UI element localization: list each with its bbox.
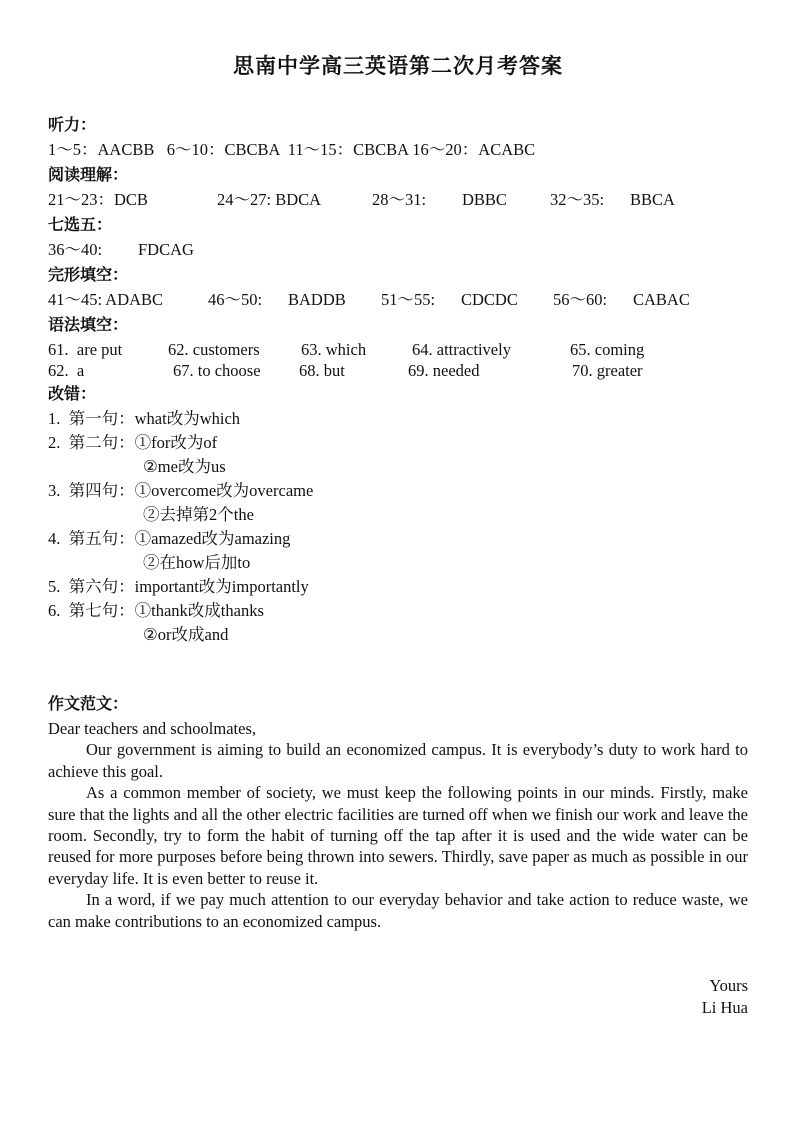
grammar-answer: 61. are put	[48, 340, 123, 359]
grammar-answer: 68. but	[299, 361, 345, 380]
reading-answer: 21～23：DCB	[48, 190, 148, 209]
essay-paragraph: Our government is aiming to build an economized campus. It is everybody’s duty to work hard to achieve this goal.	[48, 740, 748, 781]
correction-line: 5. 第六句：important改为importantly	[48, 577, 309, 596]
grammar-answer: 65. coming	[570, 340, 645, 359]
grammar-answer: 70. greater	[572, 361, 643, 380]
grammar-answer: 69. needed	[408, 361, 480, 380]
grammar-answer: 67. to choose	[173, 361, 261, 380]
cloze-answer: 41～45: ADABC	[48, 290, 164, 309]
seven-five-answer: 36～40:	[48, 240, 103, 259]
cloze-answer: 56～60:	[553, 290, 608, 309]
reading-answer: 28～31:	[372, 190, 427, 209]
seven-five-heading: 七选五：	[48, 215, 113, 234]
grammar-heading: 语法填空：	[48, 315, 129, 334]
reading-answer: DBBC	[462, 190, 507, 209]
seven-five-answer: FDCAG	[138, 240, 194, 259]
correction-line: ②or改成and	[143, 625, 229, 644]
correction-line: ②去掉第2个the	[143, 505, 254, 524]
cloze-heading: 完形填空：	[48, 265, 129, 284]
grammar-answer: 62. customers	[168, 340, 260, 359]
reading-answer: BBCA	[630, 190, 675, 209]
correction-line: 4. 第五句：①amazed改为amazing	[48, 529, 291, 548]
essay-greeting: Dear teachers and schoolmates,	[48, 719, 256, 738]
grammar-answer: 63. which	[301, 340, 367, 359]
cloze-answer: 51～55:	[381, 290, 436, 309]
page-title: 思南中学高三英语第二次月考答案	[233, 54, 563, 78]
essay-paragraph: In a word, if we pay much attention to our everyday behavior and take action to reduce waste, we can make contributions to an economized campus.	[48, 890, 748, 931]
cloze-answer: CDCDC	[461, 290, 518, 309]
correction-line: 2. 第二句：①for改为of	[48, 433, 218, 452]
essay-closing: Yours	[709, 976, 748, 995]
cloze-answer: CABAC	[633, 290, 690, 309]
reading-heading: 阅读理解：	[48, 165, 129, 184]
listening-heading: 听力：	[48, 115, 97, 134]
correction-heading: 改错：	[48, 384, 97, 403]
essay-body	[48, 718, 748, 932]
reading-answer: 24～27: BDCA	[217, 190, 322, 209]
correction-line: 1. 第一句：what改为which	[48, 409, 241, 428]
listening-answers: 1～5：AACBB 6～10：CBCBA 11～15：CBCBA 16～20：ACABC	[48, 140, 536, 159]
correction-line: ②me改为us	[143, 457, 226, 476]
essay-heading: 作文范文：	[48, 694, 129, 713]
reading-answer: 32～35:	[550, 190, 605, 209]
grammar-answer: 64. attractively	[412, 340, 511, 359]
cloze-answer: BADDB	[288, 290, 346, 309]
correction-line: 3. 第四句：①overcome改为overcame	[48, 481, 314, 500]
essay-signature: Li Hua	[701, 998, 748, 1017]
correction-line: 6. 第七句：①thank改成thanks	[48, 601, 264, 620]
essay-paragraph: As a common member of society, we must keep the following points in our minds. Firstly, make sure that the lights and all the other electric facilities are turned off when we finish our work and leave the room. Secondly, try to form the habit of turning off the tap after it is used and the wide water can be reused for more purposes before being thrown into sewers. Thirdly, save paper as much as possible in our everyday life. It is even better to reuse it.	[48, 783, 748, 888]
cloze-answer: 46～50:	[208, 290, 263, 309]
grammar-answer: 62. a	[48, 361, 85, 380]
correction-line: ②在how后加to	[143, 553, 251, 572]
